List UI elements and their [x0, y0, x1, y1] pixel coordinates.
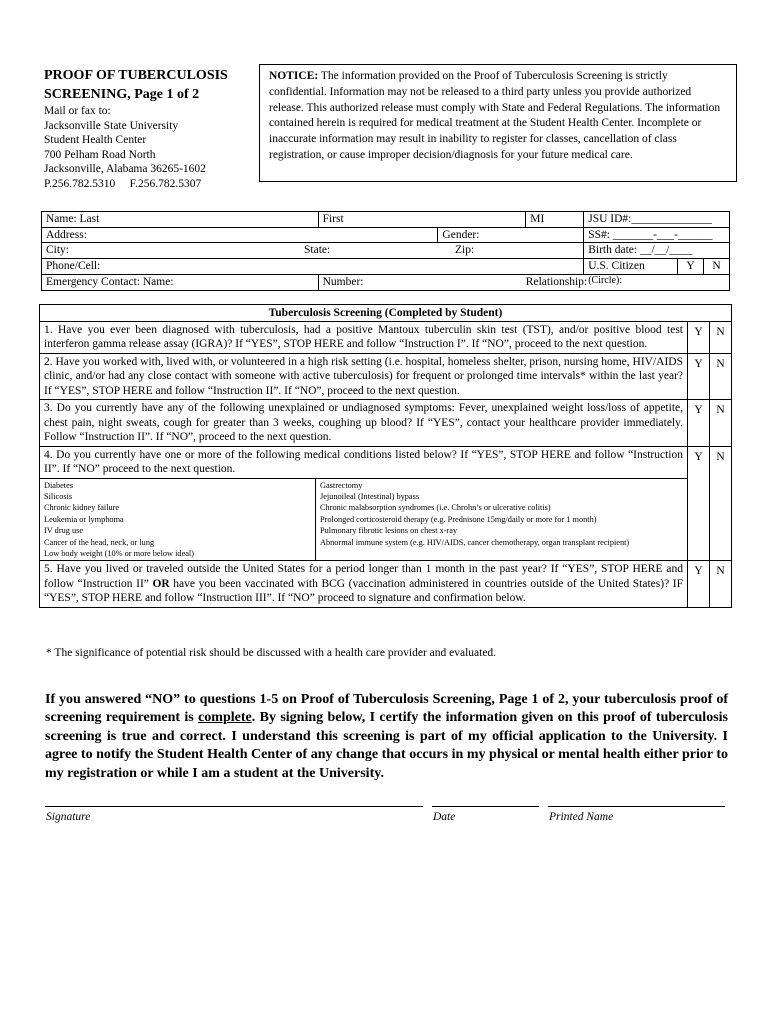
screening-heading: Tuberculosis Screening (Completed by Student) [40, 305, 732, 322]
form-title-line1: PROOF OF TUBERCULOSIS [44, 68, 228, 83]
q2-yes[interactable]: Y [688, 353, 710, 400]
mail-label: Mail or fax to: [44, 105, 111, 117]
notice-label: NOTICE: [269, 70, 319, 82]
name-last-field[interactable]: Name: Last [42, 212, 319, 228]
q1-no[interactable]: N [710, 321, 732, 353]
q1-yes[interactable]: Y [688, 321, 710, 353]
question-3: 3. Do you currently have any of the following unexplained or undiagnosed symptoms: Fever, unexplained weight loss/loss of appetite, chest pain, night sweats, cough for greater than 3 weeks, coughing up blood? If “YES”, contact your healthcare provider immediately. Follow “Instruction II”. If “NO”, proceed to the next question. [40, 400, 688, 447]
emergency-relationship-field[interactable]: Relationship: [526, 275, 730, 291]
condition-item: Chronic kidney failure [44, 503, 120, 513]
footnote: * The significance of potential risk should be discussed with a health care provider and evaluated. [46, 647, 497, 659]
address-university: Jacksonville State University [44, 119, 179, 132]
condition-item: Diabetes [44, 480, 74, 490]
condition-item: Chronic malabsorption syndromes (i.e. Chrohn’s or ulcerative colitis) [320, 503, 551, 513]
condition-item: IV drug use [44, 526, 84, 536]
form-title-line2: SCREENING, Page 1 of 2 [44, 87, 200, 102]
certification-statement: If you answered “NO” to questions 1-5 on Proof of Tuberculosis Screening, Page 1 of 2, your tuberculosis proof of screening requirement is complete. By signing below, I certify the information given on this proof of tuberculosis screening is true and correct. I understand this screening is part of my official application to the University. I agree to notify the Student Health Center of any change that occurs in my physical or mental health either prior to my registration or while I am a student at the University. [45, 692, 728, 781]
emergency-contact-name-field[interactable]: Emergency Contact: Name: [42, 275, 319, 291]
notice-box [259, 64, 737, 182]
address-department: Student Health Center [44, 134, 147, 146]
condition-item: Jejunoileal (Intestinal) bypass [320, 491, 420, 501]
conditions-list [40, 479, 687, 561]
citizen-label: U.S. Citizen (Circle): [588, 259, 645, 286]
jsu-id-field[interactable]: JSU ID#:______________ [584, 212, 730, 228]
q5-no[interactable]: N [710, 561, 732, 608]
condition-item: Prolonged corticosteroid therapy (e.g. Prednisone 15mg/daily or more for 1 month) [320, 514, 597, 524]
address-city: Jacksonville, Alabama 36265-1602 [44, 163, 206, 175]
signature-line[interactable] [45, 806, 423, 807]
first-name-field[interactable]: First [318, 212, 526, 228]
gender-field[interactable]: Gender: [438, 227, 584, 243]
condition-item: Abnormal immune system (e.g. HIV/AIDS, cancer chemotherapy, organ transplant recipient) [320, 537, 630, 547]
notice-text: The information provided on the Proof of Tuberculosis Screening is strictly confidential. Information may not be released to a third party unless you provide authorized release. This authorized release must comply with State and Federal Regulations. The information contained herein is required for medical treatment at the Student Health Center. Incomplete or inaccurate information may result in inability to register for classes, cancellation of class registration, or cause improper decision/diagnosis for your future medical care. [269, 70, 721, 161]
identity-table [41, 211, 730, 291]
citizen-no[interactable]: N [703, 259, 729, 275]
q2-no[interactable]: N [710, 353, 732, 400]
q5-yes[interactable]: Y [688, 561, 710, 608]
citizen-yes[interactable]: Y [677, 259, 703, 275]
mi-field[interactable]: MI [526, 212, 584, 228]
printed-name-label: Printed Name [549, 811, 614, 823]
condition-item: Pulmonary fibrotic lesions on chest x-ray [320, 526, 458, 536]
date-label: Date [433, 811, 456, 823]
signature-label: Signature [46, 811, 91, 823]
question-4-cell [40, 446, 688, 561]
printed-name-line[interactable] [548, 806, 725, 807]
condition-item: Leukemia or lymphoma [44, 514, 124, 524]
city-state-zip-row [42, 243, 584, 259]
q3-yes[interactable]: Y [688, 400, 710, 447]
address-street: 700 Pelham Road North [44, 148, 156, 161]
question-2: 2. Have you worked with, lived with, or volunteered in a high risk setting (i.e. hospital, homeless shelter, prison, nursing home, HIV/AIDS clinic, and/or had any close contact with someone with active tuberculosis) for frequent or prolonged time intervals* within the last year? If “YES”, STOP HERE and follow “Instruction II”. If “NO”, proceed to the next question. [40, 353, 688, 400]
screening-table [39, 304, 732, 608]
ss-field[interactable]: SS#: _______-___-______ [584, 227, 730, 243]
complete-underline: complete [198, 710, 252, 726]
address-field[interactable]: Address: [42, 227, 438, 243]
q3-no[interactable]: N [710, 400, 732, 447]
zip-field[interactable]: Zip: [455, 244, 475, 256]
birth-date-field[interactable]: Birth date: __/__/____ [584, 243, 730, 259]
state-field[interactable]: State: [304, 244, 331, 256]
emergency-number-field[interactable]: Number: [318, 275, 526, 291]
q4-yes[interactable]: Y [688, 446, 710, 561]
condition-item: Low body weight (10% or more below ideal) [44, 548, 194, 558]
citizen-cell [584, 258, 730, 286]
date-line[interactable] [432, 806, 539, 807]
header-block [44, 66, 259, 191]
condition-item: Gastrectomy [320, 480, 363, 490]
condition-item: Cancer of the head, neck, or lung [44, 537, 155, 547]
question-4: 4. Do you currently have one or more of the following medical conditions listed below? If “YES”, STOP HERE and follow “Instruction II”. If “NO” proceed to the next question. [40, 447, 687, 479]
phone-field[interactable]: Phone/Cell: [42, 258, 584, 275]
condition-item: Silicosis [44, 491, 73, 501]
q4-no[interactable]: N [710, 446, 732, 561]
question-5: 5. Have you lived or traveled outside the United States for a period longer than 1 month in the past year? If “YES”, STOP HERE and follow “Instruction II” OR have you been vaccinated with BCG (vaccination administered in countries outside of the United States)? IF “YES”, STOP HERE and follow “Instruction III”. If “NO” proceed to signature and confirmation below. [40, 561, 688, 608]
address-phone-fax: P.256.782.5310 F.256.782.5307 [44, 177, 202, 190]
city-field[interactable]: City: [46, 244, 70, 256]
question-1: 1. Have you ever been diagnosed with tuberculosis, had a positive Mantoux tuberculin skin test (TST), and/or positive blood test interferon gamma release assay (IGRA)? If “YES”, STOP HERE and follow “Instruction I”. If “NO”, proceed to the next question. [40, 321, 688, 353]
